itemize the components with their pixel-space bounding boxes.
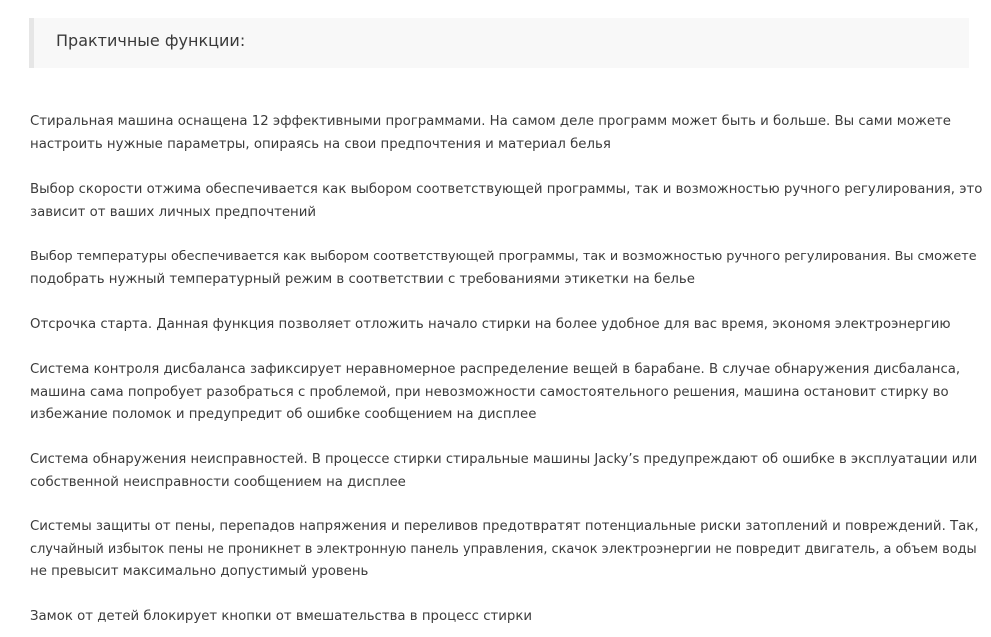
text-line: Замок от детей блокирует кнопки от вмешательства в процесс стирки (30, 609, 533, 624)
text-line: Система контроля дисбаланса зафиксирует неравномерное распределение вещей в барабане. В случае обнаружения дисбаланса, (30, 362, 961, 377)
text-line: случайный избыток пены не проникнет в электронную панель управления, скачок электроэнергии не повредит двигатель, а объем воды (30, 541, 977, 557)
paragraph-imbalance-control (30, 359, 985, 427)
text-line: Стиральная машина оснащена 12 эффективными программами. На самом деле программ может быть и больше. Вы сами можете (30, 114, 951, 129)
text-line: зависит от ваших личных предпочтений (30, 204, 316, 220)
paragraph-spin-speed (30, 179, 985, 224)
text-line: Отсрочка старта. Данная функция позволяет отложить начало стирки на более удобное для вас время, экономя электроэнергию (30, 317, 951, 332)
paragraph-child-lock (30, 606, 985, 629)
paragraph-programs (30, 111, 985, 156)
blockquote-heading (29, 18, 969, 68)
text-line: Выбор скорости отжима обеспечивается как выбором соответствующей программы, так и возможностью ручного регулирования, это (30, 182, 983, 197)
text-line: настроить нужные параметры, опираясь на свои предпочтения и материал белья (30, 136, 611, 152)
text-line: Система обнаружения неисправностей. В процессе стирки стиральные машины Jacky’s предупреждают об ошибке в эксплуатации или (30, 452, 978, 467)
text-line: не превысит максимально допустимый уровень (30, 564, 369, 579)
paragraph-temperature (30, 246, 985, 291)
text-line: Выбор температуры обеспечивается как выбором соответствующей программы, так и возможностью ручного регулирования. Вы сможете (30, 249, 977, 264)
paragraph-protection-systems (30, 516, 985, 584)
text-line: избежание поломок и предупредит об ошибке сообщением на дисплее (30, 407, 537, 422)
text-line: собственной неисправности сообщением на дисплее (30, 474, 406, 490)
text-line: подобрать нужный температурный режим в соответствии с требованиями этикетки на белье (30, 271, 695, 287)
paragraph-fault-detection (30, 449, 985, 494)
paragraph-delay-start (30, 314, 985, 337)
text-line: Системы защиты от пены, перепадов напряжения и переливов предотвратят потенциальные риски затоплений и повреждений. Так, (30, 519, 979, 534)
text-line: машина сама попробует разобраться с проблемой, при невозможности самостоятельного решения, машина остановит стирку во (30, 384, 949, 400)
section-title: Практичные функции: (56, 31, 246, 50)
